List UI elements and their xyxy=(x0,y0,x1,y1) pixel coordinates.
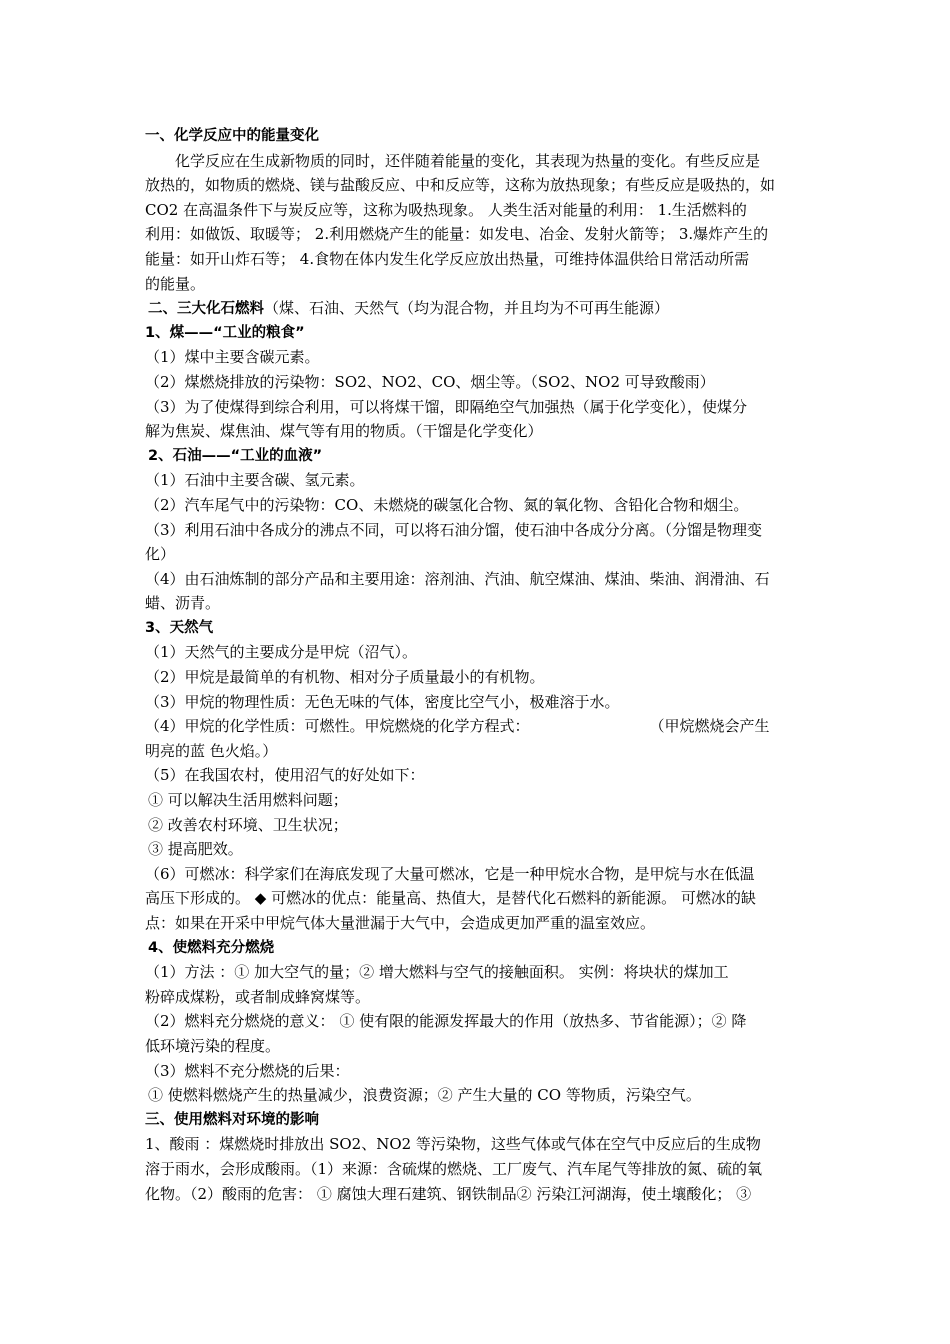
heading-fossil-fuels-note: （煤、石油、天然气（均为混合物，并且均为不可再生能源） xyxy=(264,299,670,318)
list-item: 解为焦炭、煤焦油、煤气等有用的物质。（干馏是化学变化） xyxy=(145,422,543,441)
heading-energy-change: 一、化学反应中的能量变化 xyxy=(145,128,319,144)
list-item: （1）天然气的主要成分是甲烷（沼气）。 xyxy=(145,643,418,662)
heading-fossil-fuels-line xyxy=(145,296,810,321)
list-item: ② 改善农村环境、卫生状况； xyxy=(148,815,348,834)
list-item: （3）利用石油中各成分的沸点不同，可以将石油分馏，使石油中各成分分离。（分馏是物理变 xyxy=(145,520,763,539)
list-item: 高压下形成的。 ◆ 可燃冰的优点：能量高、热值大，是替代化石燃料的新能源。 可燃冰的缺 xyxy=(145,889,756,908)
paragraph-line: 利用：如做饭、取暖等； 2.利用燃烧产生的能量：如发电、冶金、发射火箭等； 3.爆炸产生的 xyxy=(145,225,769,244)
list-item: ① 使燃料燃烧产生的热量减少，浪费资源；② 产生大量的 CO 等物质，污染空气。 xyxy=(148,1086,701,1105)
list-item: 蜡、沥青。 xyxy=(145,594,221,613)
heading-environmental-impact: 三、使用燃料对环境的影响 xyxy=(145,1111,319,1128)
list-item: 粉碎成煤粉，或者制成蜂窝煤等。 xyxy=(145,987,371,1006)
list-item: 化） xyxy=(145,545,176,564)
paragraph-line: CO2 在高温条件下与炭反应等，这称为吸热现象。 人类生活对能量的利用： 1.生活燃料的 xyxy=(145,200,747,219)
list-item: （3）为了使煤得到综合利用，可以将煤干馏，即隔绝空气加强热（属于化学变化），使煤分 xyxy=(145,397,748,416)
list-item: 明亮的蓝 色火焰。） xyxy=(145,741,278,760)
paragraph-line: 放热的，如物质的燃烧、镁与盐酸反应、中和反应等，这称为放热现象；有些反应是吸热的，如 xyxy=(145,176,776,195)
list-item: （1）煤中主要含碳元素。 xyxy=(145,348,320,367)
list-item: 点：如果在开采中甲烷气体大量泄漏于大气中，会造成更加严重的温室效应。 xyxy=(145,914,656,932)
list-item: ① 可以解决生活用燃料问题； xyxy=(148,791,348,810)
list-item: （1）石油中主要含碳、氢元素。 xyxy=(145,471,365,490)
list-item: （2）煤燃烧排放的污染物：SO2、NO2、CO、烟尘等。（SO2、NO2 可导致酸雨） xyxy=(145,372,715,391)
list-item: （2）汽车尾气中的污染物：CO、未燃烧的碳氢化合物、氮的氧化物、含铅化合物和烟尘。 xyxy=(145,495,749,514)
methane-flame-note: （甲烷燃烧会产生 xyxy=(649,717,770,736)
list-item: （2）甲烷是最简单的有机物、相对分子质量最小的有机物。 xyxy=(145,668,545,687)
heading-petroleum: 2、石油——“工业的血液” xyxy=(148,447,323,464)
heading-natural-gas: 3、天然气 xyxy=(145,619,214,636)
list-item: （2）燃料充分燃烧的意义： ① 使有限的能源发挥最大的作用（放热多、节省能源）；② 降 xyxy=(145,1012,747,1031)
paragraph-line: 化物。（2）酸雨的危害： ① 腐蚀大理石建筑、钢铁制品② 污染江河湖海，使土壤酸化； ③ xyxy=(145,1184,752,1203)
paragraph-line: 的能量。 xyxy=(145,274,206,293)
list-item: ③ 提高肥效。 xyxy=(148,840,243,859)
paragraph-line: 能量：如开山炸石等； 4.食物在体内发生化学反应放出热量，可维持体温供给日常活动所需 xyxy=(145,249,750,268)
list-item: （4）由石油炼制的部分产品和主要用途：溶剂油、汽油、航空煤油、煤油、柴油、润滑油、石 xyxy=(145,569,770,588)
list-item: （1）方法 ：① 加大空气的量；② 增大燃料与空气的接触面积。 实例：将块状的煤加工 xyxy=(145,963,729,982)
methane-chemical-property: （4）甲烷的化学性质：可燃性。甲烷燃烧的化学方程式： xyxy=(145,717,530,736)
list-item: （3）燃料不充分燃烧的后果： xyxy=(145,1061,350,1080)
paragraph-line: 化学反应在生成新物质的同时，还伴随着能量的变化，其表现为热量的变化。有些反应是 xyxy=(175,151,761,170)
list-item: （6）可燃冰：科学家们在海底发现了大量可燃冰，它是一种甲烷水合物，是甲烷与水在低温 xyxy=(145,864,755,883)
paragraph-line: 1、酸雨 ：煤燃烧时排放出 SO2、NO2 等污染物，这些气体或气体在空气中反应后的生成物 xyxy=(145,1135,761,1154)
list-item: （3）甲烷的物理性质：无色无味的气体，密度比空气小，极难溶于水。 xyxy=(145,692,620,711)
heading-coal: 1、煤——“工业的粮食” xyxy=(145,324,305,341)
heading-full-combustion: 4、使燃料充分燃烧 xyxy=(148,939,275,956)
heading-fossil-fuels: 二、三大化石燃料 xyxy=(148,301,264,318)
document-page xyxy=(145,124,810,1206)
list-item: （5）在我国农村，使用沼气的好处如下： xyxy=(145,766,425,785)
list-item: 低环境污染的程度。 xyxy=(145,1036,281,1055)
list-item-methane-equation xyxy=(145,714,810,739)
paragraph-line: 溶于雨水，会形成酸雨。（1）来源：含硫煤的燃烧、工厂废气、汽车尾气等排放的氮、硫的氧 xyxy=(145,1159,763,1178)
